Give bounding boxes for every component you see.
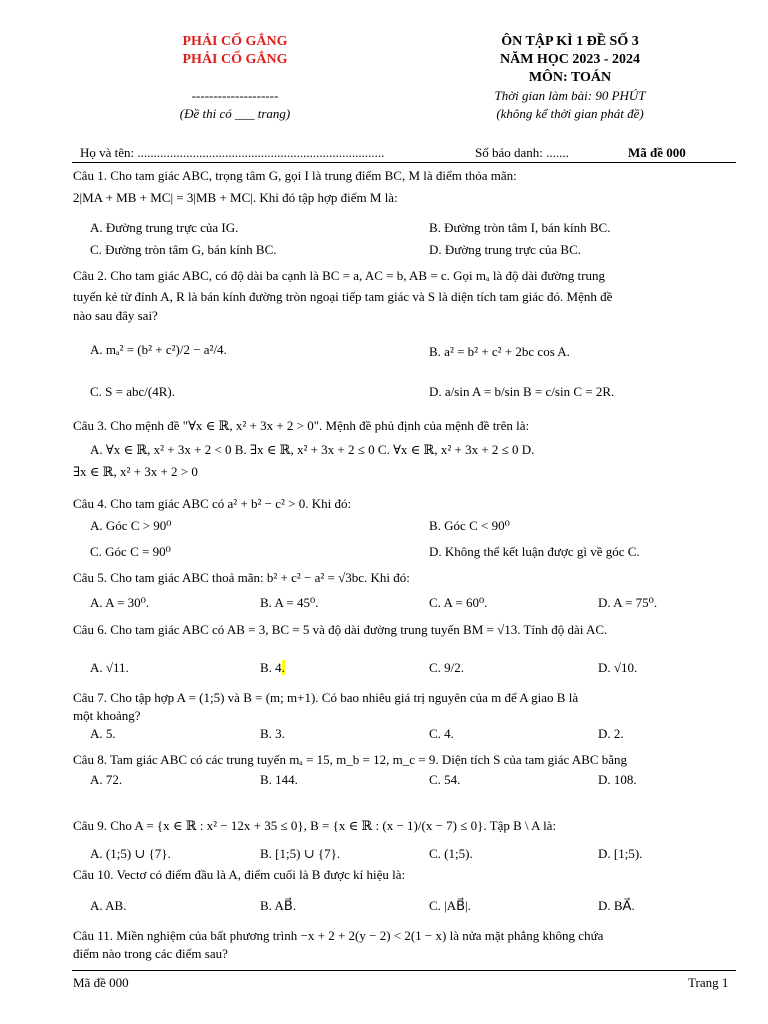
q6-highlight-mark: .: [281, 660, 285, 675]
q9-option-c: C. (1;5).: [429, 846, 473, 861]
q5-stem: Câu 5. Cho tam giác ABC thoả mãn: b² + c² − a² = √3bc. Khi đó:: [73, 570, 410, 585]
q2-option-d: D. a/sin A = b/sin B = c/sin C = 2R.: [429, 384, 615, 399]
q4-option-c: C. Góc C = 90⁰: [90, 544, 171, 559]
q1-option-a: A. Đường trung trực của IG.: [90, 220, 239, 235]
q1-option-d: D. Đường trung trực của BC.: [429, 242, 582, 257]
q5-option-c: C. A = 60⁰.: [429, 595, 488, 610]
q8-option-d: D. 108.: [598, 772, 637, 787]
q10-stem: Câu 10. Vectơ có điểm đầu là A, điểm cuối là B được kí hiệu là:: [73, 867, 406, 882]
q2-option-a: A. mₐ² = (b² + c²)/2 − a²/4.: [90, 342, 227, 357]
q8-option-b: B. 144.: [260, 772, 298, 787]
footer-divider: [72, 970, 736, 971]
student-name-label: Họ và tên: ............................................................................: [80, 145, 385, 160]
q1-option-b: B. Đường tròn tâm I, bán kính BC.: [429, 220, 611, 235]
header-right-subject: MÔN: TOÁN: [528, 70, 612, 85]
q9-stem: Câu 9. Cho A = {x ∈ ℝ : x² − 12x + 35 ≤ 0}, B = {x ∈ ℝ : (x − 1)/(x − 7) ≤ 0}. Tập B \ A là:: [73, 818, 557, 833]
header-divider: [72, 162, 736, 163]
q5-option-b: B. A = 45⁰.: [260, 595, 319, 610]
q2-stem-line2: tuyến kẻ từ đỉnh A, R là bán kính đường tròn ngoại tiếp tam giác và S là diện tích tam giác đó. Mệnh đề: [73, 289, 613, 304]
q2-option-b: B. a² = b² + c² + 2bc cos A.: [429, 344, 570, 359]
header-left-dashes: --------------------: [191, 88, 279, 103]
q7-option-c: C. 4.: [429, 726, 454, 741]
header-right-note: (không kể thời gian phát đề): [496, 106, 644, 121]
q3-options-line: A. ∀x ∈ ℝ, x² + 3x + 2 < 0 B. ∃x ∈ ℝ, x² + 3x + 2 ≤ 0 C. ∀x ∈ ℝ, x² + 3x + 2 ≤ 0 D.: [90, 442, 535, 457]
q9-option-b: B. [1;5) ∪ {7}.: [260, 846, 341, 861]
q9-option-a: A. (1;5) ∪ {7}.: [90, 846, 171, 861]
q10-option-d: D. BA⃗.: [598, 898, 635, 913]
q2-option-c: C. S = abc/(4R).: [90, 384, 175, 399]
q2-stem-line3: nào sau đây sai?: [73, 308, 158, 323]
q1-stem-line1: Câu 1. Cho tam giác ABC, trọng tâm G, gọi I là trung điểm BC, M là điểm thỏa mãn:: [73, 168, 517, 183]
q6-option-d: D. √10.: [598, 660, 638, 675]
q1-stem-line2: 2|MA + MB + MC| = 3|MB + MC|. Khi đó tập hợp điểm M là:: [73, 190, 398, 205]
q10-option-c: C. |AB⃗|.: [429, 898, 471, 913]
q4-option-a: A. Góc C > 90⁰: [90, 518, 172, 533]
q7-stem-line2: một khoảng?: [73, 708, 141, 723]
q8-option-c: C. 54.: [429, 772, 461, 787]
q2-stem-line1: Câu 2. Cho tam giác ABC, có độ dài ba cạnh là BC = a, AC = b, AB = c. Gọi mₐ là độ dài đường trung: [73, 268, 605, 283]
q8-option-a: A. 72.: [90, 772, 123, 787]
q11-stem-line1: Câu 11. Miền nghiệm của bất phương trình −x + 2 + 2(y − 2) < 2(1 − x) là nửa mặt phẳng không chứa: [73, 928, 604, 943]
footer-page-number: Trang 1: [688, 975, 729, 990]
q3-stem: Câu 3. Cho mệnh đề "∀x ∈ ℝ, x² + 3x + 2 > 0". Mệnh đề phủ định của mệnh đề trên là:: [73, 418, 530, 433]
q7-stem-line1: Câu 7. Cho tập hợp A = (1;5) và B = (m; m+1). Có bao nhiêu giá trị nguyên của m để A giao B là: [73, 690, 579, 705]
q10-option-b: B. AB⃗.: [260, 898, 297, 913]
header-right-year: NĂM HỌC 2023 - 2024: [500, 52, 640, 67]
q10-option-a: A. AB.: [90, 898, 127, 913]
header-left-title-2: PHẢI CỐ GẮNG: [182, 52, 288, 67]
q1-option-c: C. Đường tròn tâm G, bán kính BC.: [90, 242, 277, 257]
student-id-label: Số báo danh: .......: [475, 145, 569, 160]
q4-option-b: B. Góc C < 90⁰: [429, 518, 510, 533]
q4-stem: Câu 4. Cho tam giác ABC có a² + b² − c² > 0. Khi đó:: [73, 496, 352, 511]
q8-stem: Câu 8. Tam giác ABC có các trung tuyến mₐ = 15, m_b = 12, m_c = 9. Diện tích S của tam giác ABC bằng: [73, 752, 628, 767]
exam-code-label: Mã đề 000: [628, 145, 686, 160]
footer-exam-code: Mã đề 000: [73, 975, 129, 990]
q3-option-d: ∃x ∈ ℝ, x² + 3x + 2 > 0: [73, 464, 198, 479]
q5-option-a: A. A = 30⁰.: [90, 595, 150, 610]
q7-option-d: D. 2.: [598, 726, 624, 741]
q6-option-b: [260, 660, 285, 676]
q7-option-b: B. 3.: [260, 726, 285, 741]
header-right-time: Thời gian làm bài: 90 PHÚT: [494, 88, 646, 103]
q5-option-d: D. A = 75⁰.: [598, 595, 658, 610]
header-right-title: ÔN TẬP KÌ 1 ĐỀ SỐ 3: [501, 34, 639, 49]
q6-option-c: C. 9/2.: [429, 660, 465, 675]
q6-option-a: A. √11.: [90, 660, 129, 675]
header-left-title-1: PHẢI CỐ GẮNG: [182, 34, 288, 49]
q6-stem: Câu 6. Cho tam giác ABC có AB = 3, BC = 5 và độ dài đường trung tuyến BM = √13. Tính độ dài AC.: [73, 622, 608, 637]
q11-stem-line2: điểm nào trong các điểm sau?: [73, 946, 228, 961]
q7-option-a: A. 5.: [90, 726, 116, 741]
q6-option-b-text: B. 4: [260, 660, 282, 675]
q4-option-d: D. Không thể kết luận được gì về góc C.: [429, 544, 640, 559]
q9-option-d: D. [1;5).: [598, 846, 643, 861]
header-left-pages: (Đề thi có ___ trang): [179, 106, 291, 121]
